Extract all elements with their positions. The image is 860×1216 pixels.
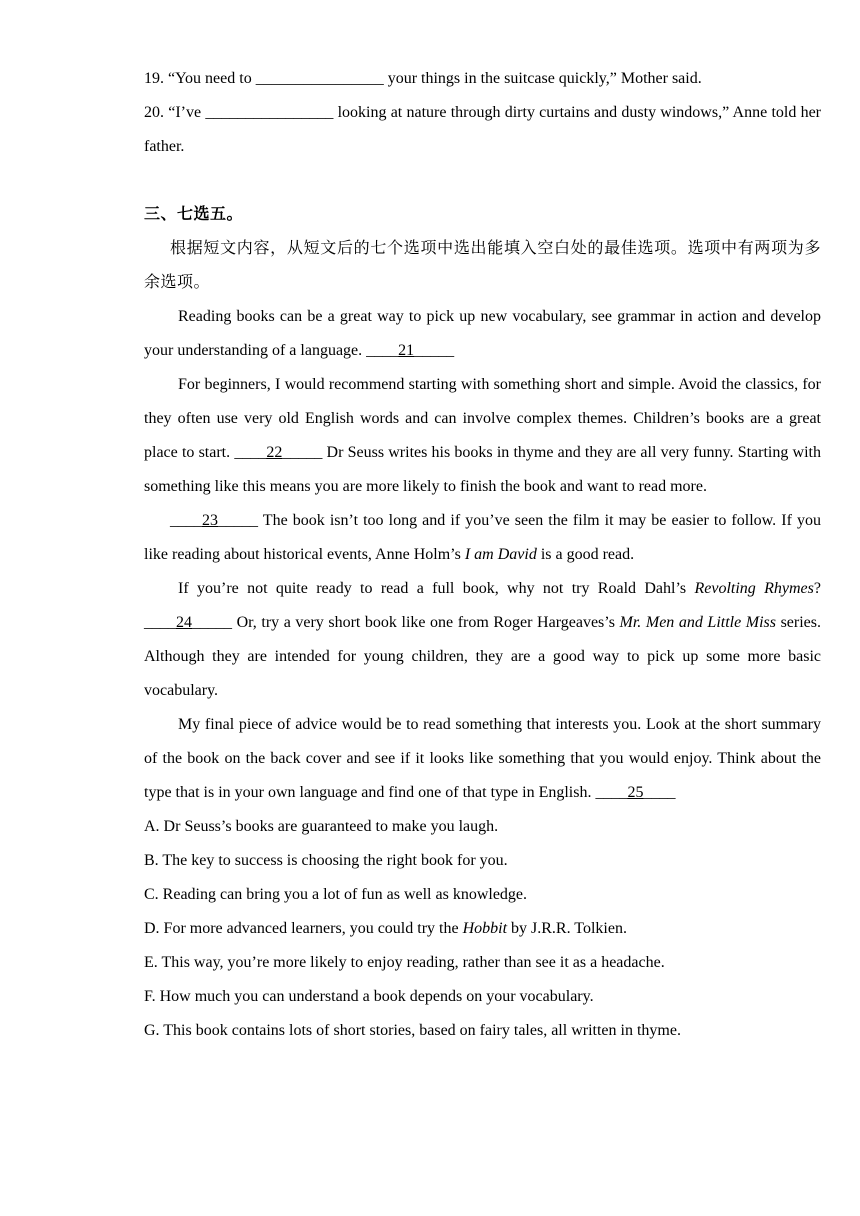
question-20 <box>144 96 821 164</box>
passage-paragraph-4 <box>144 572 821 708</box>
blank-22-number: 22 <box>266 444 283 461</box>
blank-21-number: 21 <box>398 342 415 359</box>
blank-23-post: _____ <box>218 512 258 529</box>
blank-25-post: ____ <box>643 784 676 801</box>
passage-paragraph-5 <box>144 708 821 810</box>
option-f: F. How much you can understand a book depends on your vocabulary. <box>144 988 594 1005</box>
blank-23-pre: ____ <box>170 512 202 529</box>
passage-paragraph-1 <box>144 300 821 368</box>
blank-22-post: _____ <box>282 444 323 461</box>
blank-21-pre: ____ <box>366 342 399 359</box>
p5-text: My final piece of advice would be to read something that interests you. Look at the short summary of the book on the back cover and see if it looks like something that you would enjoy. Think about the type that is in your own language and find one of that type in English. <box>144 716 821 801</box>
blank-21-post: _____ <box>414 342 455 359</box>
passage-paragraph-2 <box>144 368 821 504</box>
option-d-before: D. For more advanced learners, you could try the <box>144 920 463 937</box>
option-c: C. Reading can bring you a lot of fun as well as knowledge. <box>144 886 528 903</box>
book-title-i-am-david: I am David <box>464 546 537 563</box>
blank-25-number: 25 <box>627 784 644 801</box>
q19-after: your things in the suitcase quickly,” Mother said. <box>383 70 702 87</box>
section-heading: 三、七选五。 <box>144 206 244 223</box>
blank-24-post: _____ <box>192 614 232 631</box>
option-a: A. Dr Seuss’s books are guaranteed to make you laugh. <box>144 818 499 835</box>
book-title-mr-men: Mr. Men and Little Miss <box>619 614 776 631</box>
p4-text-1: If you’re not quite ready to read a full book, why not try Roald Dahl’s <box>178 580 695 597</box>
blank-24-number: 24 <box>176 614 192 631</box>
p3-text-2: is a good read. <box>536 546 635 563</box>
option-d <box>144 912 821 946</box>
q20-before: 20. “I’ve <box>144 104 206 121</box>
blank-25-pre: ____ <box>595 784 628 801</box>
p2-text-1: For beginners, I would recommend starting with something short and simple. Avoid the classics, for they often use very old English words and can involve complex themes. Children’s books are a great place to start. <box>144 376 821 461</box>
q20-after: looking at nature through dirty curtains and dusty windows,” Anne told her father. <box>144 104 822 155</box>
p1-text: Reading books can be a great way to pick up new vocabulary, see grammar in action and develop your understanding of a language. <box>144 308 821 359</box>
option-e: E. This way, you’re more likely to enjoy reading, rather than see it as a headache. <box>144 954 665 971</box>
p4-text-4: series. Although they are intended for young children, they are a good way to pick up some more basic vocabulary. <box>144 614 821 699</box>
book-title-hobbit: Hobbit <box>462 920 508 937</box>
question-19 <box>144 62 821 96</box>
blank-23-number: 23 <box>202 512 218 529</box>
section-instructions: 根据短文内容，从短文后的七个选项中选出能填入空白处的最佳选项。选项中有两项为多余选项。 <box>144 240 821 291</box>
option-b: B. The key to success is choosing the right book for you. <box>144 852 508 869</box>
option-d-after: by J.R.R. Tolkien. <box>507 920 627 937</box>
spacer <box>144 164 821 198</box>
p4-text-2: ? <box>813 580 821 597</box>
q19-blank: ________________ <box>255 70 384 87</box>
blank-22-pre: ____ <box>234 444 267 461</box>
passage-paragraph-3 <box>144 504 821 572</box>
q20-blank: ________________ <box>205 104 334 121</box>
p2-text-2: Dr Seuss writes his books in thyme and they are all very funny. Starting with something like this means you are more likely to finish the book and want to read more. <box>144 444 821 495</box>
p4-text-3: Or, try a very short book like one from Roger Hargeaves’s <box>232 614 620 631</box>
document-page <box>144 62 821 1048</box>
q19-before: 19. “You need to <box>144 70 256 87</box>
p3-text-1: The book isn’t too long and if you’ve seen the film it may be easier to follow. If you like reading about historical events, Anne Holm’s <box>144 512 821 563</box>
book-title-revolting-rhymes: Revolting Rhymes <box>694 580 814 597</box>
option-g: G. This book contains lots of short stories, based on fairy tales, all written in thyme. <box>144 1022 681 1039</box>
blank-24-pre: ____ <box>144 614 176 631</box>
